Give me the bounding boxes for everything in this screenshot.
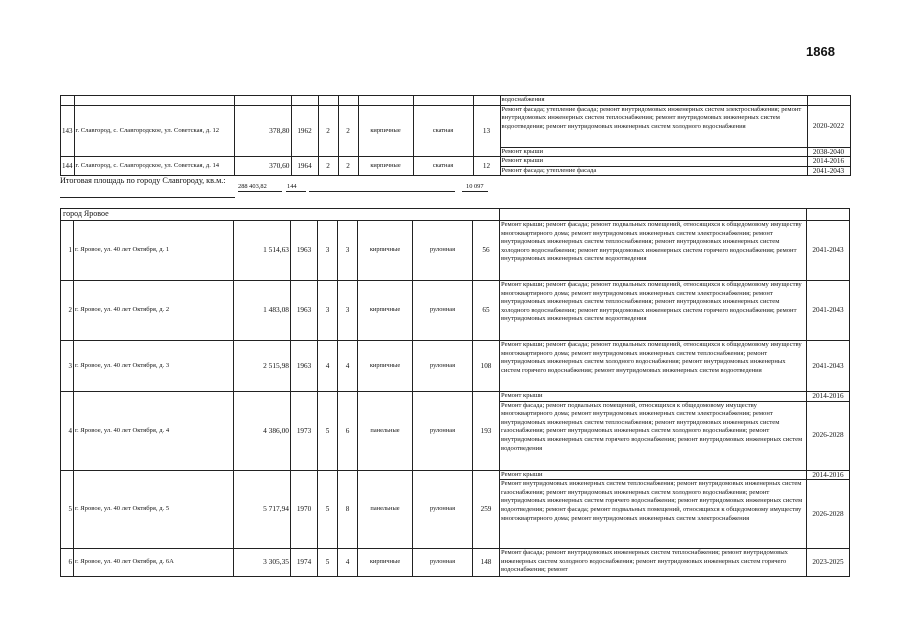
entrances-cell: 2 xyxy=(338,105,358,157)
residents-cell: 65 xyxy=(473,281,500,341)
row-number: 144 xyxy=(61,157,75,176)
period-cell: 2038-2040 xyxy=(807,147,850,157)
row-number: 5 xyxy=(61,470,74,549)
total-residents-value: 10 097 xyxy=(466,183,484,190)
address-cell: г. Славгород, с. Славгородское, ул. Советская, д. 14 xyxy=(74,157,234,176)
period-cell: 2041-2043 xyxy=(807,341,850,392)
total-area-label: Итоговая площадь по городу Славгороду, кв.м.: xyxy=(60,176,226,185)
walls-cell: кирпичные xyxy=(358,341,413,392)
floors-cell: 5 xyxy=(318,549,338,577)
residents-cell: 12 xyxy=(473,157,500,176)
table-row xyxy=(61,341,850,392)
floors-cell: 5 xyxy=(318,392,338,471)
total-underline xyxy=(462,191,488,192)
address-cell: г. Славгород, с. Славгородское, ул. Советская, д. 12 xyxy=(74,105,234,157)
address-cell: г. Яровое, ул. 40 лет Октября, д. 2 xyxy=(74,281,234,341)
residents-cell: 148 xyxy=(473,549,500,577)
address-cell: г. Яровое, ул. 40 лет Октября, д. 5 xyxy=(74,470,234,549)
period-cell: 2014-2016 xyxy=(807,470,850,480)
floors-cell: 2 xyxy=(318,157,338,176)
work-cell: Ремонт фасада; ремонт внутридомовых инженерных систем теплоснабжения; ремонт внутридомовых инженерных систем холодного водоснабжения; ремонт внутридомовых инженерных систем горячего водоснабжения; ремонт xyxy=(500,549,807,577)
year-cell: 1974 xyxy=(291,549,318,577)
entrances-cell: 6 xyxy=(338,392,358,471)
area-cell: 370,60 xyxy=(234,157,291,176)
row-number: 2 xyxy=(61,281,74,341)
total-underline xyxy=(60,197,235,198)
floors-cell: 3 xyxy=(318,221,338,281)
table-row xyxy=(61,549,850,577)
roof-cell: рулонная xyxy=(413,549,473,577)
area-cell: 3 305,35 xyxy=(234,549,291,577)
total-area-value: 288 403,82 xyxy=(238,183,267,190)
roof-cell: рулонная xyxy=(413,470,473,549)
address-cell: г. Яровое, ул. 40 лет Октября, д. 3 xyxy=(74,341,234,392)
work-cell: Ремонт фасада; утепление фасада; ремонт внутридомовых инженерных систем электроснабжения; ремонт внутридомовых инженерных систем теплоснабжения; ремонт внутридомовых инженерных систем водоотведения; ремонт внутридомовых инженерных систем холодного водоснабжения xyxy=(500,105,807,147)
period-cell: 2014-2016 xyxy=(807,392,850,402)
entrances-cell: 8 xyxy=(338,470,358,549)
work-cell: Ремонт крыши; ремонт фасада; ремонт подвальных помещений, относящихся к общедомовому имуществу многоквартирного дома; ремонт внутридомовых инженерных систем теплоснабжения; ремонт внутридомовых инженерных систем холодного водоснабжения; ремонт внутридомовых инженерных систем горячего водоснабжения; ремонт внутридомовых инженерных систем водоотведения xyxy=(500,341,807,392)
work-cell: Ремонт фасада; ремонт подвальных помещений, относящихся к общедомовому имуществу многоквартирного дома; ремонт внутридомовых инженерных систем электроснабжения; ремонт внутридомовых инженерных систем теплоснабжения; ремонт внутридомовых инженерных систем газоснабжения; ремонт внутридомовых инженерных систем холодного водоснабжения; ремонт внутридомовых инженерных систем горячего водоснабжения; ремонт внутридомовых инженерных систем водоотведения xyxy=(500,401,807,470)
period-cell: 2023-2025 xyxy=(807,549,850,577)
year-cell: 1963 xyxy=(291,281,318,341)
floors-cell: 4 xyxy=(318,341,338,392)
period-cell: 2020-2022 xyxy=(807,105,850,147)
residents-cell: 13 xyxy=(473,105,500,157)
walls-cell: кирпичные xyxy=(358,105,413,157)
floors-cell: 2 xyxy=(318,105,338,157)
period-cell: 2026-2028 xyxy=(807,401,850,470)
work-cell: Ремонт крыши xyxy=(500,147,807,157)
period-cell: 2041-2043 xyxy=(807,221,850,281)
total-underline xyxy=(309,191,455,192)
work-cell: Ремонт крыши xyxy=(500,392,807,402)
roof-cell: рулонная xyxy=(413,221,473,281)
roof-cell: скатная xyxy=(413,157,473,176)
table-row xyxy=(61,105,851,147)
residents-cell: 259 xyxy=(473,470,500,549)
year-cell: 1973 xyxy=(291,392,318,471)
row-number: 6 xyxy=(61,549,74,577)
entrances-cell: 2 xyxy=(338,157,358,176)
walls-cell: кирпичные xyxy=(358,157,413,176)
entrances-cell: 3 xyxy=(338,221,358,281)
row-number: 1 xyxy=(61,221,74,281)
bottom-table xyxy=(60,208,850,577)
period-cell: 2041-2043 xyxy=(807,166,850,176)
residents-cell: 193 xyxy=(473,392,500,471)
floors-cell: 5 xyxy=(318,470,338,549)
year-cell: 1964 xyxy=(291,157,318,176)
table-row xyxy=(61,470,850,480)
area-cell: 1 483,08 xyxy=(234,281,291,341)
address-cell: г. Яровое, ул. 40 лет Октября, д. 4 xyxy=(74,392,234,471)
walls-cell: кирпичные xyxy=(358,549,413,577)
residents-cell: 108 xyxy=(473,341,500,392)
row-number: 143 xyxy=(61,105,75,157)
page-number: 1868 xyxy=(806,44,835,59)
total-underline xyxy=(286,191,306,192)
period-cell: 2041-2043 xyxy=(807,281,850,341)
work-cell: Ремонт внутридомовых инженерных систем теплоснабжения; ремонт внутридомовых инженерных систем газоснабжения; ремонт внутридомовых инженерных систем холодного водоснабжения; ремонт внутридомовых инженерных систем горячего водоснабжения; ремонт внутридомовых инженерных систем водоотведения; ремонт фасада; ремонт подвальных помещений, относящихся к общедомовому имуществу многоквартирного дома; ремонт внутридомовых инженерных систем электроснабжения xyxy=(500,480,807,549)
residents-cell: 56 xyxy=(473,221,500,281)
city-header-row xyxy=(61,209,850,221)
year-cell: 1963 xyxy=(291,341,318,392)
area-cell: 5 717,94 xyxy=(234,470,291,549)
period-cell: 2014-2016 xyxy=(807,157,850,167)
year-cell: 1970 xyxy=(291,470,318,549)
work-cell: водоснабжения xyxy=(500,96,807,106)
total-underline xyxy=(238,191,282,192)
period-cell: 2026-2028 xyxy=(807,480,850,549)
entrances-cell: 3 xyxy=(338,281,358,341)
area-cell: 2 515,98 xyxy=(234,341,291,392)
table-row xyxy=(61,221,850,281)
table-row xyxy=(61,392,850,402)
top-table xyxy=(60,95,851,176)
work-cell: Ремонт фасада; утепление фасада xyxy=(500,166,807,176)
work-cell: Ремонт крыши xyxy=(500,470,807,480)
address-cell: г. Яровое, ул. 40 лет Октября, д. 1 xyxy=(74,221,234,281)
area-cell: 1 514,63 xyxy=(234,221,291,281)
table-row xyxy=(61,281,850,341)
table-row xyxy=(61,96,851,106)
work-cell: Ремонт крыши; ремонт фасада; ремонт подвальных помещений, относящихся к общедомовому имуществу многоквартирного дома; ремонт внутридомовых инженерных систем электроснабжения; ремонт внутридомовых инженерных систем теплоснабжения; ремонт внутридомовых инженерных систем холодного водоснабжения; ремонт внутридомовых инженерных систем горячего водоснабжения; ремонт внутридомовых инженерных систем водоотведения xyxy=(500,221,807,281)
roof-cell: рулонная xyxy=(413,341,473,392)
walls-cell: панельные xyxy=(358,470,413,549)
entrances-cell: 4 xyxy=(338,341,358,392)
entrances-cell: 4 xyxy=(338,549,358,577)
roof-cell: скатная xyxy=(413,105,473,157)
row-number: 4 xyxy=(61,392,74,471)
year-cell: 1962 xyxy=(291,105,318,157)
walls-cell: кирпичные xyxy=(358,281,413,341)
table-row xyxy=(61,157,851,167)
roof-cell: рулонная xyxy=(413,392,473,471)
row-number: 3 xyxy=(61,341,74,392)
walls-cell: кирпичные xyxy=(358,221,413,281)
walls-cell: панельные xyxy=(358,392,413,471)
area-cell: 4 386,00 xyxy=(234,392,291,471)
year-cell: 1963 xyxy=(291,221,318,281)
total-count-value: 144 xyxy=(287,183,297,190)
work-cell: Ремонт крыши; ремонт фасада; ремонт подвальных помещений, относящихся к общедомовому имуществу многоквартирного дома; ремонт внутридомовых инженерных систем электроснабжения; ремонт внутридомовых инженерных систем теплоснабжения; ремонт внутридомовых инженерных систем холодного водоснабжения; ремонт внутридомовых инженерных систем горячего водоснабжения; ремонт внутридомовых инженерных систем водоотведения xyxy=(500,281,807,341)
roof-cell: рулонная xyxy=(413,281,473,341)
address-cell: г. Яровое, ул. 40 лет Октября, д. 6А xyxy=(74,549,234,577)
work-cell: Ремонт крыши xyxy=(500,157,807,167)
city-name: город Яровое xyxy=(61,209,500,221)
floors-cell: 3 xyxy=(318,281,338,341)
area-cell: 378,80 xyxy=(234,105,291,157)
